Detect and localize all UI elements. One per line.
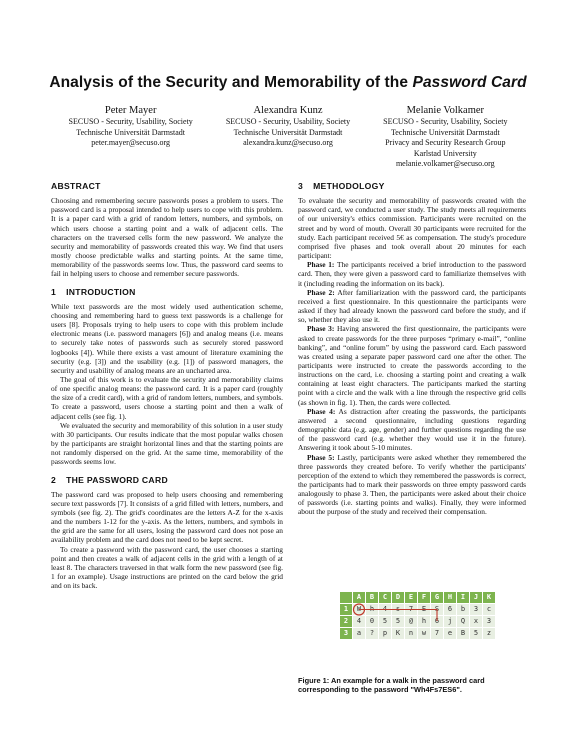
grid-cell: 3 bbox=[483, 616, 495, 627]
grid-cell: h bbox=[366, 604, 378, 615]
grid-cell: B bbox=[457, 628, 469, 639]
method-paragraph: To evaluate the security and memorability of passwords created with the password card, we conducted a user study. The study meets all requirements of our university's ethics commission. Participants were recruited on the street and by word of mouth. Overall 30 participants were recruited for the study. Each participant received 5€ as compensation. The study's procedure comprised five phases and took overall about 20 minutes for each participant: bbox=[298, 196, 526, 261]
paper-title: Analysis of the Security and Memorability of the Password Card bbox=[49, 74, 527, 91]
grid-cell: h bbox=[418, 616, 430, 627]
card-paragraph: The password card was proposed to help users choosing and remembering secure text passwords [7]. It consists of a grid filled with letters, numbers, and symbols (see fig. 2). The grid's coordinates are the letters A-Z for the x-axis and the numbers 1-12 for the y-axis. As the letters, numbers, and symbols in the grid are the same for all users, losing the password card does not pose an availability problem and the card does not need to be kept secret. bbox=[51, 489, 283, 545]
grid-cell: 0 bbox=[366, 616, 378, 627]
grid-cell: n bbox=[405, 628, 417, 639]
author-affiliation: Privacy and Security Research Group bbox=[385, 138, 506, 148]
grid-cell: K bbox=[392, 628, 404, 639]
grid-cell: p bbox=[379, 628, 391, 639]
grid-cell: 3 bbox=[470, 604, 482, 615]
author-affiliation: Technische Universität Darmstadt bbox=[233, 127, 343, 137]
author-affiliation: Karlstad University bbox=[413, 148, 477, 158]
grid-cell: Q bbox=[457, 616, 469, 627]
walk-line bbox=[359, 610, 437, 622]
grid-cell: 6 bbox=[444, 604, 456, 615]
author-affiliation: SECUSO - Security, Usability, Society bbox=[68, 117, 193, 126]
author-affiliation: SECUSO - Security, Usability, Society bbox=[383, 117, 508, 126]
author-email: alexandra.kunz@secuso.org bbox=[243, 138, 333, 148]
method-heading: 3 METHODOLOGY bbox=[298, 181, 385, 191]
author-name: Peter Mayer bbox=[104, 105, 157, 116]
grid-column-header: I bbox=[457, 592, 469, 603]
grid-row-label: 2 bbox=[340, 616, 352, 627]
author-block bbox=[52, 104, 524, 170]
author-email: peter.mayer@secuso.org bbox=[91, 138, 171, 148]
grid-cell: 4 bbox=[379, 604, 391, 615]
intro-paragraph: While text passwords are the most widely used authentication scheme, choosing and remembering hard to guess text passwords is a challenge for users [8]. Proposals trying to help users to cope with this problem include electronic means (i.e. password managers [6]) and analog means (i.e. means to securely take notes of passwords such as securely stored password logbooks [4]). While there exists a vast amount of literature examining the security (e.g. [3]) and the usability (e.g. [1]) of password managers, the security and usability of analog means are an uncharted area. bbox=[51, 301, 283, 375]
grid-cell: 6 bbox=[431, 616, 443, 627]
right-column bbox=[298, 182, 526, 517]
intro-paragraph: The goal of this work is to evaluate the security and memorability claims of one specific analog means: the password card. It is a paper card (roughly the size of a credit card), with a grid of random letters, numbers, and symbols. To create a password, users choose a starting point and then a walk of adjacent cells (see fig. 1). bbox=[51, 374, 283, 421]
author-1 bbox=[52, 104, 209, 170]
grid-cell: W bbox=[353, 604, 365, 615]
figure-caption: Figure 1: An example for a walk in the password card corresponding to the password "Wh4Fs7ES6". bbox=[298, 676, 485, 695]
grid-cell: c bbox=[483, 604, 495, 615]
grid-cell: S bbox=[431, 604, 443, 615]
grid-column-header: C bbox=[379, 592, 391, 603]
grid-column-header: E bbox=[405, 592, 417, 603]
author-2 bbox=[209, 104, 366, 170]
card-paragraph: To create a password with the password card, the user chooses a starting point and then creates a walk of adjacent cells in the grid with a length of at least 8. The characters traversed in that walk form the new password (see fig. 1 for an example). Usage instructions are printed on the card below the grid and on its back. bbox=[51, 544, 283, 591]
grid-row-label: 3 bbox=[340, 628, 352, 639]
card-heading: 2 THE PASSWORD CARD bbox=[51, 474, 168, 485]
phase-paragraph: Phase 2: After familiarization with the password card, the participants received a first questionnaire. In this questionnaire the participants were asked if they had already known the password card before the study, and if so, whether they also use it. bbox=[298, 287, 526, 325]
card-section bbox=[51, 476, 283, 591]
author-name: Melanie Volkamer bbox=[406, 105, 485, 116]
phase-paragraph: Phase 5: Lastly, participants were asked whether they remembered the three passwords they created before. To verify whether the participants' perception of the extend to which they remembered the passwords is correct, the participants had to mark their passwords on three empty password cards analogously to phase 3. Then, the participants were asked about their choice of passwords (i.e. starting points and walks). Finally, they were informed about the purpose of the study and received their compensation. bbox=[298, 452, 526, 517]
grid-row-label: 1 bbox=[340, 604, 352, 615]
grid-column-header: F bbox=[418, 592, 430, 603]
grid-cell: 4 bbox=[353, 616, 365, 627]
grid-cell: ? bbox=[366, 628, 378, 639]
grid-cell: @ bbox=[405, 616, 417, 627]
author-affiliation: SECUSO - Security, Usability, Society bbox=[225, 117, 351, 126]
grid-cell: 5 bbox=[470, 628, 482, 639]
grid-cell: s bbox=[392, 604, 404, 615]
grid-cell: 7 bbox=[405, 604, 417, 615]
grid-cell: b bbox=[457, 604, 469, 615]
author-affiliation: Technische Universität Darmstadt bbox=[390, 127, 500, 137]
grid-cell: 5 bbox=[392, 616, 404, 627]
grid-column-header: K bbox=[483, 592, 495, 603]
grid-column-header: J bbox=[470, 592, 482, 603]
grid-cell: z bbox=[483, 628, 495, 639]
grid-column-header: D bbox=[392, 592, 404, 603]
phase-paragraph: Phase 4: As distraction after creating the passwords, the participants answered a second questionnaire, including questions regarding demographic data (e.g. age, gender) and further questions regarding the use of the password card (e.g. whether they would use it in the future). Answering it took about 5-10 minutes. bbox=[298, 406, 527, 453]
author-email: melanie.volkamer@secuso.org bbox=[395, 159, 495, 169]
walk-overlay bbox=[340, 592, 500, 642]
grid-column-header: A bbox=[353, 592, 365, 603]
intro-section bbox=[51, 288, 283, 467]
grid-cell: j bbox=[444, 616, 456, 627]
abstract-heading: ABSTRACT bbox=[51, 181, 101, 191]
author-name: Alexandra Kunz bbox=[253, 105, 323, 116]
grid-cell: 5 bbox=[379, 616, 391, 627]
phase-paragraph: Phase 1: The participants received a brief introduction to the password card. Then, they were given a password card to familiarize themselves with it (including reading the information on its back). bbox=[298, 260, 527, 288]
intro-heading: 1 INTRODUCTION bbox=[51, 286, 136, 297]
grid-cell: E bbox=[418, 604, 430, 615]
abstract-text: Choosing and remembering secure passwords poses a problem to users. The password card is a proposal intended to help users to cope with this problem. It is a paper card with a grid of random letters, numbers, and symbols, on which users choose a starting point and a walk of adjacent cells. The characters on the traversed cells form the new password. We analyze the security and memorability of passwords created this way. We find that users mostly choose predictable walks and starting points. At the same time, memorability of the passwords seems low. Thus, the password card seems to fail in helping users to choose and remember secure passwords. bbox=[51, 196, 283, 279]
grid-cell: e bbox=[444, 628, 456, 639]
grid-cell: w bbox=[418, 628, 430, 639]
grid-cell: 7 bbox=[431, 628, 443, 639]
author-affiliation: Technische Universität Darmstadt bbox=[76, 127, 186, 137]
phase-paragraph: Phase 3: Having answered the first questionnaire, the participants were asked to create passwords for the three purposes “primary e-mail”, “online banking”, and “online forum” by using the password card. Each password was created using a separate paper password card one after the other. The participants were instructed to create the passwords according to the instructions on the card, i.e. choosing a starting point and creating a walk containing at least eight characters. The participants marked the starting point with a circle and the walk with a line through the respective grid cells (as shown in fig. 1). Then, the cards were collected. bbox=[298, 324, 526, 407]
left-column bbox=[51, 182, 283, 590]
grid-column-header: H bbox=[444, 592, 456, 603]
grid-column-header: B bbox=[366, 592, 378, 603]
grid-column-header: G bbox=[431, 592, 443, 603]
intro-paragraph: We evaluated the security and memorability of this solution in a user study with 30 participants. Our results indicate that the most popular walks chosen by the participants are straight horizontal lines and that the starting points are not randomly dispersed on the grid. At the same time, memorability of the passwords seems low. bbox=[51, 420, 283, 467]
grid-cell: x bbox=[470, 616, 482, 627]
author-3 bbox=[367, 104, 524, 170]
grid-cell: a bbox=[353, 628, 365, 639]
